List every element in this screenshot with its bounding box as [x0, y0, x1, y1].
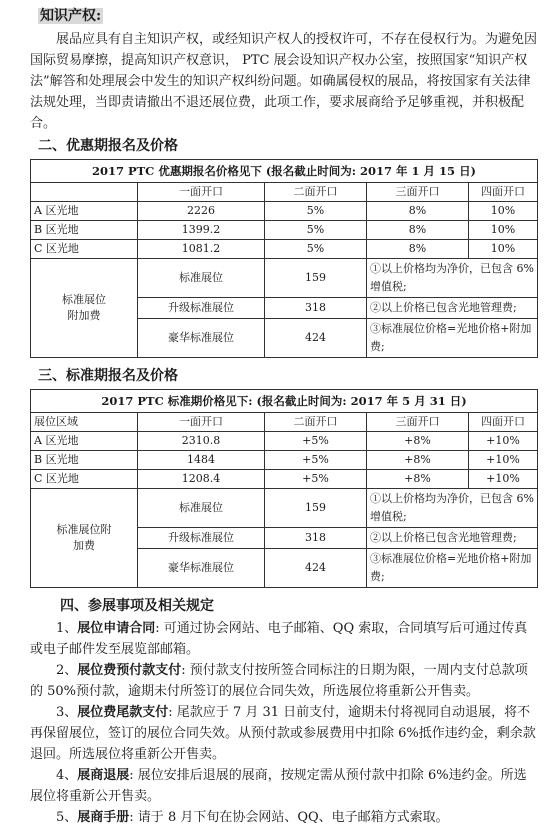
rule-item — [30, 618, 537, 660]
pct-cell: 10% — [469, 221, 538, 240]
pct-cell: +5% — [265, 451, 367, 470]
rule-text: : 尾款应于 7 月 31 日前支付，逾期未付将视同自动退展，将不再保留展位，签订的展位合同失效。从预付款或参展费用中扣除 6%抵作违约金，剩余款退回。所选展位将重新公开售卖。 — [30, 705, 536, 762]
fee-price: 159 — [265, 489, 367, 528]
early-header-cell: 四面开口 — [469, 183, 538, 202]
fee-name: 升级标准展位 — [138, 528, 265, 549]
pct-cell: +10% — [469, 470, 538, 489]
fee-name: 豪华标准展位 — [138, 549, 265, 588]
fee-name: 升级标准展位 — [138, 298, 265, 319]
pct-cell: 5% — [265, 202, 367, 221]
pct-cell: 10% — [469, 240, 538, 259]
rule-text: : 预付款支付按所签合同标注的日期为限，一周内支付总款项的 50%预付款，逾期未付所签订的展位合同失效，所选展位将重新公开售卖。 — [30, 663, 528, 699]
standard-price-table — [30, 389, 538, 588]
table-row — [31, 470, 538, 489]
rule-lead: 展商手册 — [77, 810, 130, 825]
ip-section — [30, 6, 537, 134]
early-header-cell: 三面开口 — [367, 183, 469, 202]
fee-price: 159 — [265, 259, 367, 298]
table-row — [31, 202, 538, 221]
standard-header-row — [31, 413, 538, 432]
rule-number: 5、 — [56, 810, 78, 825]
table-row — [31, 259, 538, 298]
rule-lead: 展商退展 — [77, 768, 130, 783]
early-header-cell — [31, 183, 138, 202]
rule-item — [30, 765, 537, 807]
pct-cell: +5% — [265, 432, 367, 451]
rule-lead: 展位费尾款支付 — [77, 705, 169, 720]
early-heading: 二、优惠期报名及价格 — [38, 138, 178, 154]
table-row — [31, 221, 538, 240]
pct-cell: 8% — [367, 240, 469, 259]
fee-note: ③标准展位价格=光地价格+附加费; — [367, 549, 538, 588]
pct-cell: +8% — [367, 451, 469, 470]
price-cell: 1484 — [138, 451, 265, 470]
pct-cell: 10% — [469, 202, 538, 221]
rule-text: : 展位安排后退展的展商，按规定需从预付款中扣除 6%违约金。所选展位将重新公开售卖。 — [30, 768, 527, 804]
pct-cell: +8% — [367, 470, 469, 489]
fee-price: 318 — [265, 528, 367, 549]
standard-header-cell: 四面开口 — [469, 413, 538, 432]
standard-header-cell: 一面开口 — [138, 413, 265, 432]
zone-cell: C 区光地 — [31, 240, 138, 259]
rule-item — [30, 702, 537, 765]
table-row — [31, 451, 538, 470]
rule-text: : 请于 8 月下旬在协会网站、QQ、电子邮箱方式索取。 — [129, 810, 449, 825]
rule-text: : 可通过协会网站、电子邮箱、QQ 索取，合同填写后可通过传真或电子邮件发至展览部邮箱。 — [30, 621, 528, 657]
price-cell: 1081.2 — [138, 240, 265, 259]
rule-number: 3、 — [56, 705, 78, 720]
rule-number: 1、 — [56, 621, 78, 636]
fee-name: 标准展位 — [138, 259, 265, 298]
rule-item — [30, 807, 537, 828]
pct-cell: 5% — [265, 240, 367, 259]
early-caption: 2017 PTC 优惠期报名价格见下 (报名截止时间为: 2017 年 1 月 15 日) — [31, 160, 538, 183]
fee-price: 424 — [265, 549, 367, 588]
early-price-table — [30, 159, 538, 358]
rule-lead: 展位申请合同 — [77, 621, 156, 636]
pct-cell: +10% — [469, 432, 538, 451]
ip-heading: 知识产权: — [40, 8, 102, 24]
fee-label: 标准展位 附加费 — [31, 259, 138, 358]
pct-cell: 8% — [367, 202, 469, 221]
zone-cell: B 区光地 — [31, 451, 138, 470]
price-cell: 1399.2 — [138, 221, 265, 240]
pct-cell: +10% — [469, 451, 538, 470]
standard-caption: 2017 PTC 标准期价格见下: (报名截止时间为: 2017 年 5 月 31 日) — [31, 390, 538, 413]
pct-cell: 8% — [367, 221, 469, 240]
fee-name: 豪华标准展位 — [138, 319, 265, 358]
fee-price: 424 — [265, 319, 367, 358]
fee-note: ②以上价格已包含光地管理费; — [367, 528, 538, 549]
fee-name: 标准展位 — [138, 489, 265, 528]
price-cell: 1208.4 — [138, 470, 265, 489]
rule-lead: 展位费预付款支付 — [77, 663, 182, 678]
zone-cell: A 区光地 — [31, 432, 138, 451]
fee-note: ②以上价格已包含光地管理费; — [367, 298, 538, 319]
fee-label: 标准展位附 加费 — [31, 489, 138, 588]
early-header-row — [31, 183, 538, 202]
pct-cell: 5% — [265, 221, 367, 240]
fee-note: ①以上价格均为净价，已包含 6%增值税; — [367, 489, 538, 528]
fee-price: 318 — [265, 298, 367, 319]
fee-note: ③标准展位价格=光地价格+附加费; — [367, 319, 538, 358]
rule-number: 4、 — [56, 768, 78, 783]
rules-heading: 四、参展事项及相关规定 — [60, 598, 214, 614]
ip-body: 展品应具有自主知识产权，或经知识产权人的授权许可，不存在侵权行为。为避免因国际贸易摩擦，提高知识产权意识， PTC 展会设知识产权办公室，按照国家“知识产权法”解答和处理展会中发生的知识产权纠纷问题。如确属侵权的展品，将按国家有关法律法规处理，当即责请撤出不退还展位费，此项工作，要求展商给予足够重视，并积极配合。 — [30, 32, 538, 131]
pct-cell: +5% — [265, 470, 367, 489]
price-cell: 2226 — [138, 202, 265, 221]
pct-cell: +8% — [367, 432, 469, 451]
standard-heading: 三、标准期报名及价格 — [38, 368, 178, 384]
standard-header-cell: 三面开口 — [367, 413, 469, 432]
zone-cell: B 区光地 — [31, 221, 138, 240]
price-cell: 2310.8 — [138, 432, 265, 451]
rule-item — [30, 660, 537, 702]
standard-header-cell: 展位区域 — [31, 413, 138, 432]
zone-cell: A 区光地 — [31, 202, 138, 221]
standard-header-cell: 二面开口 — [265, 413, 367, 432]
table-row — [31, 240, 538, 259]
rules-list — [30, 618, 537, 828]
early-header-cell: 一面开口 — [138, 183, 265, 202]
rule-number: 2、 — [56, 663, 78, 678]
table-row — [31, 432, 538, 451]
zone-cell: C 区光地 — [31, 470, 138, 489]
fee-note: ①以上价格均为净价，已包含 6%增值税; — [367, 259, 538, 298]
table-row — [31, 489, 538, 528]
early-header-cell: 二面开口 — [265, 183, 367, 202]
